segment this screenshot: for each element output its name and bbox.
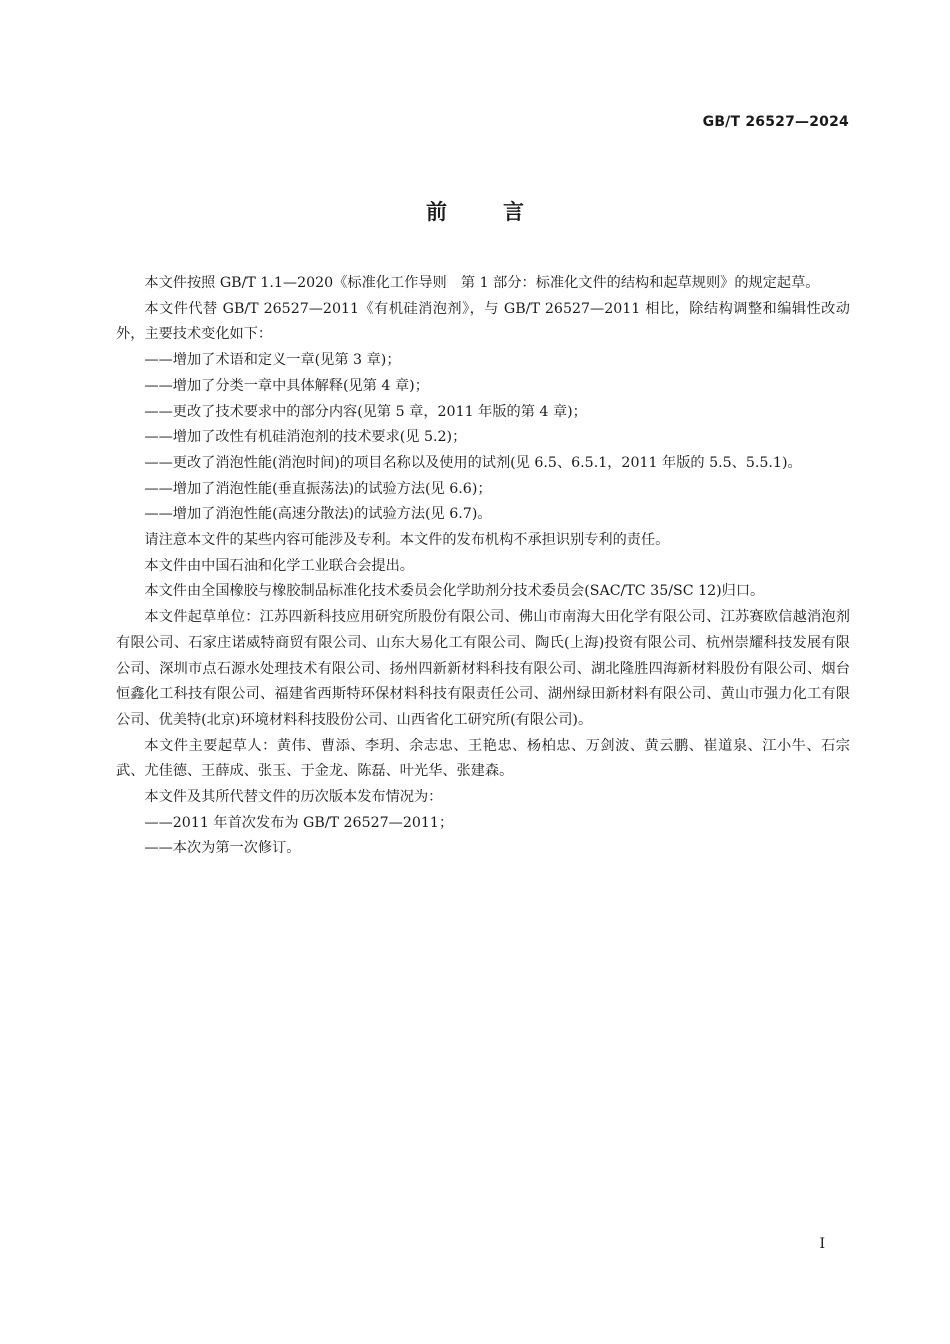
- list-item-text: ——本次为第一次修订。: [144, 840, 301, 857]
- list-item-text: ——增加了改性有机硅消泡剂的技术要求(见 5.2)；: [144, 429, 467, 446]
- list-item: [116, 477, 850, 503]
- list-item-text: ——增加了消泡性能(垂直振荡法)的试验方法(见 6.6)；: [144, 480, 492, 497]
- list-item: [116, 348, 850, 374]
- paragraph: 本文件由中国石油和化学工业联合会提出。: [144, 557, 414, 574]
- list-item: [116, 374, 850, 400]
- paragraph: 请注意本文件的某些内容可能涉及专利。本文件的发布机构不承担识别专利的责任。: [144, 532, 670, 549]
- list-item-text: ——增加了术语和定义一章(见第 3 章)；: [144, 352, 401, 369]
- list-item: [116, 451, 850, 477]
- list-item: [116, 836, 850, 862]
- page-number: I: [819, 1236, 825, 1252]
- list-item-text: ——更改了消泡性能(消泡时间)的项目名称以及使用的试剂(见 6.5、6.5.1，2011 年版的 5.5、5.5.1)。: [144, 454, 802, 471]
- paragraph: 本文件按照 GB/T 1.1—2020《标准化工作导则 第 1 部分：标准化文件的结构和起草规则》的规定起草。: [144, 275, 820, 291]
- document-body: [116, 271, 850, 862]
- list-item-text: ——2011 年首次发布为 GB/T 26527—2011；: [144, 814, 454, 831]
- list-item: [116, 400, 850, 426]
- list-item: [116, 425, 850, 451]
- paragraph: 本文件起草单位：江苏四新科技应用研究所股份有限公司、佛山市南海大田化学有限公司、江苏赛欧信越消泡剂有限公司、石家庄诺威特商贸有限公司、山东大易化工有限公司、陶氏(上海)投资有限公司、杭州崇耀科技发展有限公司、深圳市点石源水处理技术有限公司、扬州四新新材料科技有限公司、湖北隆胜四海新材料股份有限公司、烟台恒鑫化工科技有限公司、福建省西斯特环保材料科技有限责任公司、湖州绿田新材料有限公司、黄山市强力化工有限公司、优美特(北京)环境材料科技股份公司、山西省化工研究所(有限公司)。: [116, 609, 850, 728]
- page-title: 前言: [426, 200, 580, 224]
- list-item-text: ——更改了技术要求中的部分内容(见第 5 章，2011 年版的第 4 章)；: [144, 403, 587, 420]
- list-item: [116, 502, 850, 528]
- paragraph: 本文件代替 GB/T 26527—2011《有机硅消泡剂》，与 GB/T 26527—2011 相比，除结构调整和编辑性改动外，主要技术变化如下：: [116, 300, 850, 343]
- list-item: [116, 811, 850, 837]
- standard-code: GB/T 26527—2024: [702, 114, 849, 130]
- paragraph: 本文件及其所代替文件的历次版本发布情况为：: [144, 789, 443, 806]
- list-item-text: ——增加了消泡性能(高速分散法)的试验方法(见 6.7)。: [144, 506, 492, 523]
- paragraph: 本文件由全国橡胶与橡胶制品标准化技术委员会化学助剂分技术委员会(SAC/TC 35/SC 12)归口。: [144, 583, 765, 600]
- list-item-text: ——增加了分类一章中具体解释(见第 4 章)；: [144, 377, 429, 394]
- paragraph: 本文件主要起草人：黄伟、曹添、李玥、余志忠、王艳忠、杨柏忠、万剑波、黄云鹏、崔道泉、江小牛、石宗武、尤佳德、王薛成、张玉、于金龙、陈磊、叶光华、张建森。: [116, 737, 850, 780]
